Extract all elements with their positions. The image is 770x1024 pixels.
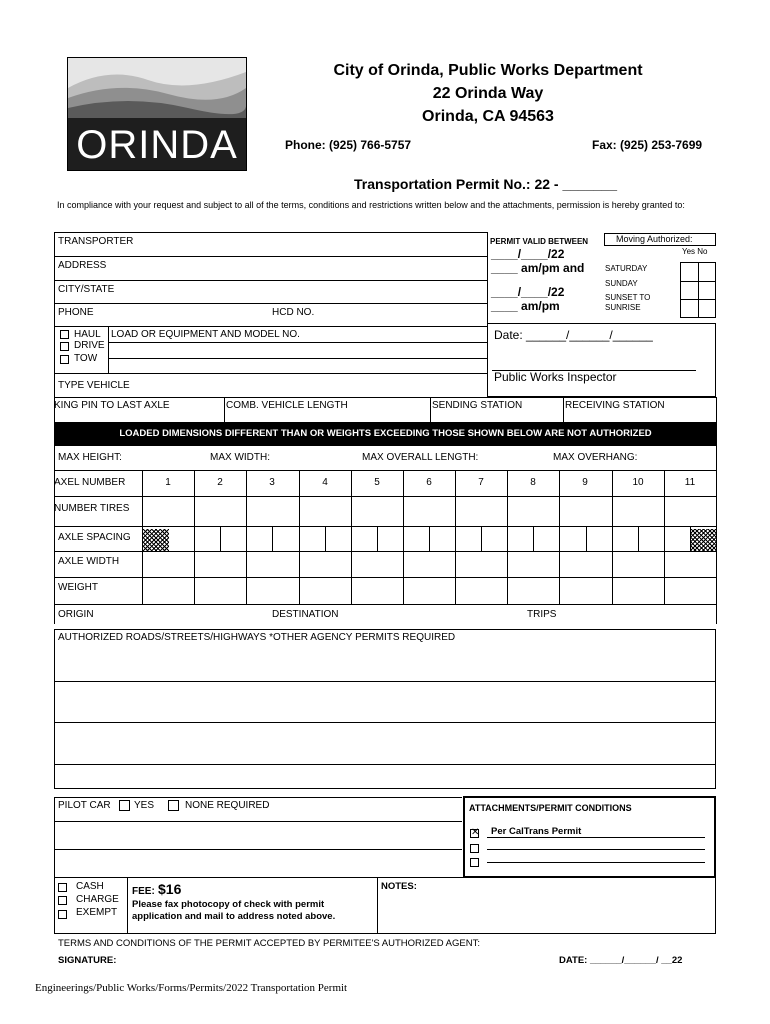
city-state-label: CITY/STATE [58, 284, 115, 295]
grid-line [507, 470, 508, 604]
pilot-yes-checkbox[interactable] [119, 800, 130, 811]
grid-line [664, 470, 665, 604]
sending-station-label: SENDING STATION [432, 400, 523, 411]
header-fax: Fax: (925) 253-7699 [592, 138, 703, 152]
axle-number-8: 8 [530, 477, 536, 488]
grid-line [612, 470, 613, 604]
logo-text: ORINDA [76, 123, 238, 167]
orinda-logo [67, 57, 247, 171]
header-title: City of Orinda, Public Works Department [333, 62, 643, 79]
grid-line [429, 526, 430, 551]
grid-line [533, 526, 534, 551]
spacing-hatch-right [691, 529, 716, 551]
grid-line [54, 470, 716, 471]
cash-label: CASH [76, 881, 104, 892]
signature-date: DATE: ______/______/ __22 [559, 955, 683, 966]
yes-no-label: Yes No [682, 247, 708, 256]
attachment-2-checkbox[interactable] [470, 844, 479, 853]
warning-banner-text: LOADED DIMENSIONS DIFFERENT THAN OR WEIGHTS EXCEEDING THOSE SHOWN BELOW ARE NOT AUTHORIZED [119, 428, 652, 439]
footer-path: Engineerings/Public Works/Forms/Permits/2022 Transportation Permit [35, 982, 348, 994]
sunday-label: SUNDAY [605, 279, 638, 288]
king-pin-label: KING PIN TO LAST AXLE [54, 400, 170, 411]
address-label: ADDRESS [58, 260, 107, 271]
signature-label: SIGNATURE: [58, 955, 117, 966]
type-vehicle-label: TYPE VEHICLE [58, 380, 130, 391]
load-label: LOAD OR EQUIPMENT AND MODEL NO. [111, 329, 300, 340]
charge-checkbox[interactable] [58, 896, 67, 905]
axle-number-6: 6 [426, 477, 432, 488]
attachment-3-checkbox[interactable] [470, 858, 479, 867]
axle-number-11: 11 [684, 477, 696, 488]
grid-line [54, 526, 716, 527]
grid-line [220, 526, 221, 551]
grid-line [325, 526, 326, 551]
grid-line [377, 526, 378, 551]
grid-line [716, 470, 717, 604]
tow-checkbox[interactable] [60, 355, 69, 364]
haul-checkbox[interactable] [60, 330, 69, 339]
axle-number-1: 1 [165, 477, 171, 488]
grid-line [54, 551, 716, 552]
max-height-label: MAX HEIGHT: [58, 452, 122, 463]
inspector-label: Public Works Inspector [494, 370, 617, 384]
trips-label: TRIPS [527, 609, 557, 620]
fee-label: FEE: [132, 886, 155, 897]
intro-text: In compliance with your request and subject to all of the terms, conditions and restrictions written below and the attachments, permission is hereby granted to: [57, 200, 685, 210]
grid-line [272, 526, 273, 551]
exempt-checkbox[interactable] [58, 910, 67, 919]
grid-line [559, 470, 560, 604]
authorized-roads-label: AUTHORIZED ROADS/STREETS/HIGHWAYS *OTHER AGENCY PERMITS REQUIRED [58, 632, 456, 643]
sunset-label-1: SUNSET TO [605, 293, 651, 302]
grid-line [586, 526, 587, 551]
caltrans-check-mark: ✕ [471, 827, 480, 838]
grid-line [299, 470, 300, 604]
axle-number-5: 5 [374, 477, 380, 488]
fee-note-1: Please fax photocopy of check with permit [132, 899, 325, 910]
charge-label: CHARGE [76, 894, 119, 905]
cash-checkbox[interactable] [58, 883, 67, 892]
max-overhang-label: MAX OVERHANG: [553, 452, 638, 463]
pilot-car-label: PILOT CAR [58, 800, 111, 811]
sunset-label-2: SUNRISE [605, 303, 641, 312]
drive-checkbox[interactable] [60, 342, 69, 351]
grid-line [351, 470, 352, 604]
valid-date-1: ____/____/22 [491, 247, 565, 261]
weight-label: WEIGHT [58, 582, 98, 593]
destination-label: DESTINATION [272, 609, 339, 620]
valid-date-2: ____/____/22 [491, 285, 565, 299]
exempt-label: EXEMPT [76, 907, 118, 918]
header-address: 22 Orinda Way [432, 85, 544, 102]
grid-line [455, 470, 456, 604]
transporter-label: TRANSPORTER [58, 236, 134, 247]
spacing-hatch-left [143, 529, 169, 551]
grid-line [54, 496, 716, 497]
haul-label: HAUL [74, 329, 101, 340]
axle-spacing-label: AXLE SPACING [58, 532, 131, 543]
grid-line [403, 470, 404, 604]
fee-amount: $16 [158, 881, 182, 897]
drive-label: DRIVE [74, 340, 105, 351]
pilot-yes-label: YES [134, 800, 155, 811]
axle-number-9: 9 [582, 477, 588, 488]
saturday-label: SATURDAY [605, 264, 648, 273]
authorized-roads-box [54, 629, 716, 789]
header-city: Orinda, CA 94563 [422, 108, 554, 125]
number-tires-label: NUMBER TIRES [54, 503, 130, 514]
axel-number-label: AXEL NUMBER [54, 477, 126, 488]
origin-label: ORIGIN [58, 609, 94, 620]
axle-number-3: 3 [269, 477, 275, 488]
axle-number-7: 7 [478, 477, 484, 488]
grid-line [638, 526, 639, 551]
pilot-none-label: NONE REQUIRED [185, 800, 270, 811]
tow-label: TOW [74, 353, 98, 364]
valid-time-2: ____ am/pm [491, 299, 560, 313]
axle-number-2: 2 [217, 477, 223, 488]
attachments-label: ATTACHMENTS/PERMIT CONDITIONS [469, 803, 632, 813]
inspection-date: Date: ______/______/______ [494, 328, 653, 342]
header-phone: Phone: (925) 766-5757 [285, 138, 412, 152]
valid-time-1: ____ am/pm and [491, 261, 585, 275]
axle-number-4: 4 [322, 477, 328, 488]
permit-valid-label: PERMIT VALID BETWEEN [490, 237, 589, 246]
comb-length-label: COMB. VEHICLE LENGTH [226, 400, 348, 411]
grid-line [246, 470, 247, 604]
max-width-label: MAX WIDTH: [210, 452, 270, 463]
permit-number: Transportation Permit No.: 22 - _______ [354, 176, 617, 192]
caltrans-label: Per CalTrans Permit [491, 826, 582, 837]
moving-authorized-label: Moving Authorized: [616, 234, 693, 244]
axle-width-label: AXLE WIDTH [58, 556, 120, 567]
max-length-label: MAX OVERALL LENGTH: [362, 452, 479, 463]
notes-label: NOTES: [381, 881, 417, 892]
hcd-no-label: HCD NO. [272, 307, 315, 318]
grid-line [194, 470, 195, 604]
receiving-station-label: RECEIVING STATION [565, 400, 665, 411]
terms-text: TERMS AND CONDITIONS OF THE PERMIT ACCEPTED BY PERMITEE'S AUTHORIZED AGENT: [58, 938, 480, 949]
axle-number-10: 10 [632, 477, 644, 488]
fee-note-2: application and mail to address noted above. [132, 911, 336, 922]
grid-line [481, 526, 482, 551]
pilot-none-checkbox[interactable] [168, 800, 179, 811]
grid-line [54, 577, 716, 578]
phone-label: PHONE [58, 307, 94, 318]
